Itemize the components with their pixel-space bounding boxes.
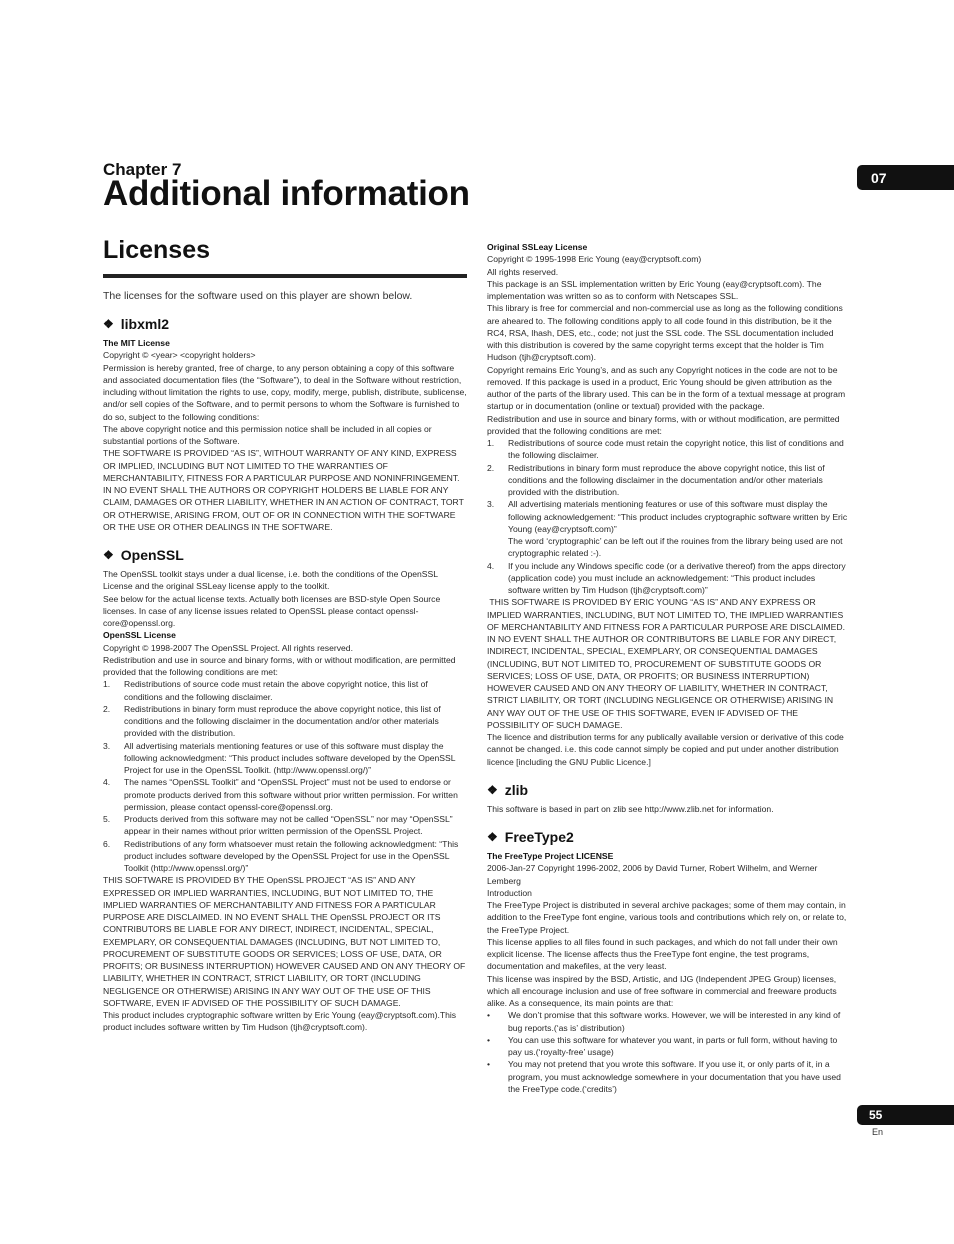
bullet-icon: • (487, 1034, 491, 1045)
paragraph: This license applies to all files found in such packages, and which do not fall under their own explicit license. The license affects thus the FreeType font engine, the test programs, documentation and makefiles, at the very least. (487, 936, 838, 972)
list-text: Redistributions of any form whatsoever must retain the following acknowledgment: “This product includes software developed by the OpenSSL Project for use in the OpenSSL Toolkit (http://www.openssl.org/)” (124, 838, 459, 873)
paragraph: Redistribution and use in source and binary forms, with or without modification, are permitted provided that the following conditions are met: (103, 654, 456, 677)
list-item (487, 462, 849, 499)
list-text: Redistributions of source code must retain the copyright notice, this list of conditions and the following disclaimer. (508, 438, 844, 461)
diamond-bullet-icon: ❖ (487, 782, 498, 797)
list-item (103, 703, 467, 740)
paragraph: The FreeType Project is distributed in several archive packages; some of them may contain, in addition to the FreeType font engine, various tools and contributions which rely on, or relate to, the FreeType Project. (487, 900, 847, 935)
list-text: You may not pretend that you wrote this software. If you use it, or only parts of it, in a program, you must acknowledge somewhere in your documentation that you have used the FreeType code.(‘credits’) (508, 1059, 841, 1094)
section-intro: The licenses for the software used on this player are shown below. (103, 290, 413, 302)
list-item (103, 776, 467, 813)
list-text: All advertising materials mentioning features or use of this software must display the following acknowledgement: “This product includes cryptographic software written by Eric Young (eay@cryptsoft.com)” (508, 499, 848, 534)
bullet-icon: • (487, 1010, 491, 1021)
section-title: Licenses (103, 236, 211, 264)
paragraph: This product includes cryptographic software written by Eric Young (eay@cryptsoft.com).This product includes software written by Tim Hudson (tjh@cryptsoft.com). (103, 1010, 457, 1033)
list-item (487, 437, 849, 462)
paragraph: The licence and distribution terms for any publically available version or derivative of this code cannot be changed. i.e. this code cannot simply be copied and put under another distribution licence [including the GNU Public Licence.] (487, 732, 844, 767)
paragraph: See below for the actual license texts. Actually both licenses are BSD-style Open Source licenses. In case of any license issues related to OpenSSL please contact openssl-core@openssl.org. (103, 593, 441, 628)
list-item (487, 560, 849, 597)
paragraph: This software is based in part on zlib see http://www.zlib.net for information. (487, 803, 774, 814)
bullet-icon: • (487, 1059, 491, 1070)
list-item (103, 678, 467, 703)
paragraph: Redistribution and use in source and binary forms, with or without modification, are permitted provided that the following conditions are met: (487, 413, 840, 436)
paragraph: This library is free for commercial and non-commercial use as long as the following conditions are aheared to. The following conditions apply to all code found in this distribution, be it the RC4, RSA, lhash, DES, etc., code; not just the SSL code. The SSL documentation included with this distribution is covered by the same copyright terms except that the holder is Tim Hudson (tjh@cryptsoft.com). (487, 303, 843, 363)
list-text: Products derived from this software may not be called “OpenSSL” nor may “OpenSSL” appear in their names without prior written permission of the OpenSSL Project. (124, 814, 453, 837)
openssl-heading-text: OpenSSL (120, 547, 184, 563)
paragraph: Copyright © 1998-2007 The OpenSSL Project. All rights reserved. (103, 642, 353, 653)
chapter-tab: 07 (857, 165, 954, 190)
paragraph: THE SOFTWARE IS PROVIDED “AS IS”, WITHOUT WARRANTY OF ANY KIND, EXPRESS OR IMPLIED, INCLUDING BUT NOT LIMITED TO THE WARRANTIES OF MERCHANTABILITY, FITNESS FOR A PARTICULAR PURPOSE AND NONINFRINGEMENT. IN NO EVENT SHALL THE AUTHORS OR COPYRIGHT HOLDERS BE LIABLE FOR ANY CLAIM, DAMAGES OR OTHER LIABILITY, WHETHER IN AN ACTION OF CONTRACT, TORT OR OTHERWISE, ARISING FROM, OUT OF OR IN CONNECTION WITH THE SOFTWARE OR THE USE OR OTHER DEALINGS IN THE SOFTWARE. (103, 448, 464, 532)
list-number: 4. (487, 560, 495, 571)
list-text: Redistributions in binary form must reproduce the above copyright notice, this list of conditions and the following disclaimer in the documentation and/or other materials provided with the distribution. (508, 462, 825, 497)
paragraph: This package is an SSL implementation written by Eric Young (eay@cryptsoft.com). The implementation was written so as to conform with Netscapes SSL. (487, 278, 822, 301)
openssl-license-title: OpenSSL License (103, 630, 176, 641)
paragraph: THIS SOFTWARE IS PROVIDED BY ERIC YOUNG “AS IS” AND ANY EXPRESS OR IMPLIED WARRANTIES, INCLUDING, BUT NOT LIMITED TO, THE IMPLIED WARRANTIES OF MERCHANTABILITY AND FITNESS FOR A PARTICULAR PURPOSE ARE DISCLAIMED. IN NO EVENT SHALL THE AUTHOR OR CONTRIBUTORS BE LIABLE FOR ANY DIRECT, INDIRECT, INCIDENTAL, SPECIAL, EXEMPLARY, OR CONSEQUENTIAL DAMAGES (INCLUDING, BUT NOT LIMITED TO, PROCUREMENT OF SUBSTITUTE GOODS OR SERVICES; LOSS OF USE, DATA, OR PROFITS; OR BUSINESS INTERRUPTION) HOWEVER CAUSED AND ON ANY THEORY OF LIABILITY, WHETHER IN CONTRACT, STRICT LIABILITY, OR TORT (INCLUDING NEGLIGENCE OR OTHERWISE) ARISING IN ANY WAY OUT OF THE USE OF THIS SOFTWARE, EVEN IF ADVISED OF THE POSSIBILITY OF SUCH DAMAGE. (487, 597, 848, 730)
left-column (103, 315, 467, 1034)
list-item (103, 813, 467, 838)
paragraph: Introduction (487, 887, 532, 898)
list-item (487, 1034, 849, 1059)
list-number: 1. (103, 679, 111, 690)
freetype-heading (487, 828, 849, 846)
zlib-heading (487, 781, 849, 799)
mit-license-title: The MIT License (103, 338, 170, 348)
ssleay-license-title: Original SSLeay License (487, 242, 588, 252)
list-text: We don’t promise that this software works. However, we will be interested in any kind of bug reports.(‘as is’ distribution) (508, 1010, 841, 1033)
list-item (487, 1009, 849, 1034)
freetype-license-title: The FreeType Project LICENSE (487, 851, 614, 861)
diamond-bullet-icon: ❖ (103, 317, 114, 331)
page-language: En (872, 1127, 884, 1137)
list-text: All advertising materials mentioning features or use of this software must display the following acknowledgment: “This product includes software developed by the OpenSSL Project for use in the OpenSSL Toolkit. (http://www.openssl.org/)” (124, 740, 456, 775)
paragraph: 2006-Jan-27 Copyright 1996-2002, 2006 by David Turner, Robert Wilhelm, and Werner Lemberg (487, 863, 818, 886)
paragraph: Copyright © <year> <copyright holders> (103, 350, 256, 361)
list-item (487, 498, 849, 559)
zlib-heading-text: zlib (504, 781, 529, 798)
libxml2-heading (103, 315, 467, 333)
paragraph: The above copyright notice and this permission notice shall be included in all copies or substantial portions of the Software. (103, 423, 432, 446)
paragraph: THIS SOFTWARE IS PROVIDED BY THE OpenSSL PROJECT “AS IS” AND ANY EXPRESSED OR IMPLIED WARRANTIES, INCLUDING, BUT NOT LIMITED TO, THE IMPLIED WARRANTIES OF MERCHANTABILITY AND FITNESS FOR A PARTICULAR PURPOSE ARE DISCLAIMED. IN NO EVENT SHALL THE OpenSSL PROJECT OR ITS CONTRIBUTORS BE LIABLE FOR ANY DIRECT, INDIRECT, INCIDENTAL, SPECIAL, EXEMPLARY, OR CONSEQUENTIAL DAMAGES (INCLUDING, BUT NOT LIMITED TO, PROCUREMENT OF SUBSTITUTE GOODS OR SERVICES; LOSS OF USE, DATA, OR PROFITS; OR BUSINESS INTERRUPTION) HOWEVER CAUSED AND ON ANY THEORY OF LIABILITY, WHETHER IN CONTRACT, STRICT LIABILITY, OR TORT (INCLUDING NEGLIGENCE OR OTHERWISE) ARISING IN ANY WAY OUT OF THE USE OF THIS SOFTWARE, EVEN IF ADVISED OF THE POSSIBILITY OF SUCH DAMAGE. (103, 875, 466, 1008)
list-text: You can use this software for whatever you want, in parts or full form, without having to pay us.(‘royalty-free’ usage) (508, 1034, 838, 1057)
list-number: 6. (103, 838, 111, 849)
diamond-bullet-icon: ❖ (487, 830, 498, 844)
paragraph: The OpenSSL toolkit stays under a dual license, i.e. both the conditions of the OpenSSL License and the original SSLeay license apply to the toolkit. (103, 569, 438, 592)
list-item (487, 1058, 849, 1095)
freetype-heading-text: FreeType2 (504, 829, 574, 845)
list-number: 3. (487, 499, 495, 510)
list-text-extra: The word ‘cryptographic’ can be left out if the rouines from the library being used are not cryptographic related :-). (508, 536, 843, 559)
page-title: Additional information (103, 174, 470, 213)
openssl-heading (103, 546, 467, 564)
diamond-bullet-icon: ❖ (103, 548, 114, 562)
section-rule (103, 274, 467, 278)
openssl-conditions-list (103, 678, 467, 874)
list-number: 3. (103, 740, 111, 751)
ssleay-conditions-list (487, 437, 849, 596)
paragraph: Copyright © 1995-1998 Eric Young (eay@cryptsoft.com) (487, 254, 702, 265)
paragraph: This license was inspired by the BSD, Artistic, and IJG (Independent JPEG Group) licenses, which all encourage inclusion and use of free software in commercial and freeware products alike. As a consequence, its main points are that: (487, 973, 837, 1008)
list-item (103, 740, 467, 777)
list-item (103, 838, 467, 875)
page-number: 55 (857, 1105, 954, 1125)
chapter-label: Chapter 7 (103, 160, 182, 179)
list-number: 5. (103, 814, 111, 824)
list-number: 2. (487, 462, 495, 473)
paragraph: Permission is hereby granted, free of charge, to any person obtaining a copy of this software and associated documentation files (the “Software”), to deal in the Software without restriction, including without limitation the rights to use, copy, modify, merge, publish, distribute, sublicense, and/or sell copies of the Software, and to permit persons to whom the Software is furnished to do so, subject to the following conditions: (103, 362, 467, 422)
list-text: Redistributions of source code must retain the above copyright notice, this list of conditions and the following disclaimer. (124, 679, 428, 702)
list-text: If you include any Windows specific code (or a derivative thereof) from the apps directory (application code) you must include an acknowledgement: “This product includes software written by Tim Hudson (tjh@cryptsoft.com)” (508, 560, 846, 595)
list-number: 1. (487, 438, 495, 448)
libxml2-heading-text: libxml2 (120, 316, 170, 332)
list-number: 2. (103, 703, 111, 714)
freetype-points-list (487, 1009, 849, 1095)
list-text: Redistributions in binary form must reproduce the above copyright notice, this list of conditions and the following disclaimer in the documentation and/or other materials provided with the distribution. (124, 703, 441, 739)
list-text: The names “OpenSSL Toolkit” and “OpenSSL Project” must not be used to endorse or promote products derived from this software without prior written permission. For written permission, please contact openssl-core@openssl.org. (124, 777, 458, 812)
paragraph: Copyright remains Eric Young’s, and as such any Copyright notices in the code are not to be removed. If this package is used in a product, Eric Young should be given attribution as the author of the parts of the library used. This can be in the form of a textual message at program startup or in documentation (online or textual) provided with the package. (487, 364, 846, 412)
paragraph: All rights reserved. (487, 266, 559, 277)
list-number: 4. (103, 777, 111, 788)
right-column (487, 241, 849, 1095)
